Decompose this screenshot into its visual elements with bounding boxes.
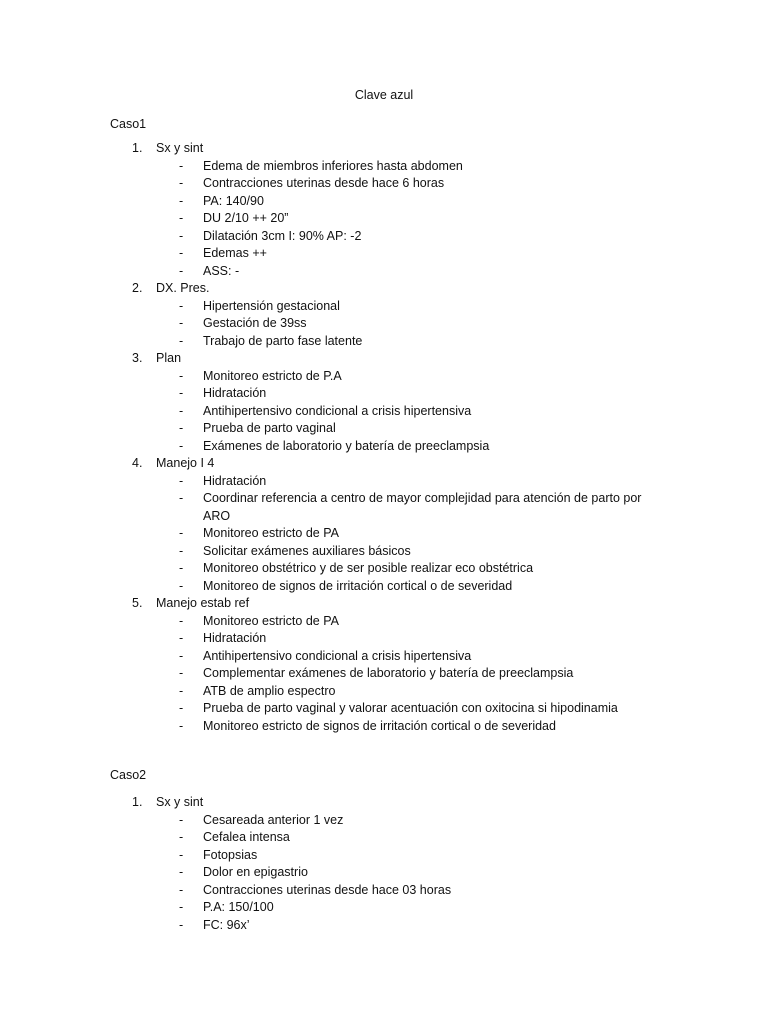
list-item [0,175,768,193]
list-item-text: Antihipertensivo condicional a crisis hipertensiva [203,403,472,418]
list-item-text: Monitoreo obstétrico y de ser posible realizar eco obstétrica [203,561,534,575]
list-item-text: DU 2/10 ++ 20” [203,211,289,225]
list-item [0,263,768,281]
list-item-text: Dolor en epigastrio [203,865,308,879]
list-item-text: ASS: - [203,263,240,278]
list-item-text: Contracciones uterinas desde hace 03 horas [203,882,452,897]
list-item-text: Trabajo de parto fase latente [203,333,363,348]
dash-bullet: - [179,421,184,435]
list-item [0,385,768,403]
list-item-text: Cefalea intensa [203,830,290,844]
bullet-list [0,158,768,281]
list-item [0,613,768,631]
list-item [0,700,768,718]
section-heading-text: Sx y sint [156,141,204,155]
section-number: 1. [132,141,143,155]
list-item [0,438,768,456]
dash-bullet: - [179,211,184,225]
dash-bullet: - [179,368,184,383]
dash-bullet: - [179,526,184,540]
list-item-text: Solicitar exámenes auxiliares básicos [203,543,411,558]
dash-bullet: - [179,666,184,680]
dash-bullet: - [179,882,184,897]
section-heading [0,140,768,158]
dash-bullet: - [179,491,184,505]
section-heading [0,280,768,298]
list-item-text: Monitoreo estricto de PA [203,613,339,628]
list-item-text: Monitoreo estricto de signos de irritación cortical o de severidad [203,718,556,733]
bullet-list [0,812,768,935]
list-item-text: Hidratación [203,473,267,488]
list-item-text: Dilatación 3cm I: 90% AP: -2 [203,228,362,243]
list-item [0,864,768,882]
list-item [0,245,768,263]
list-item-text: Coordinar referencia a centro de mayor complejidad para atención de parto por ARO [203,491,642,523]
list-item [0,228,768,246]
list-item-text: Cesareada anterior 1 vez [203,812,344,827]
section-heading [0,350,768,368]
section-heading-text: Manejo estab ref [156,596,250,610]
list-item-text: Hipertensión gestacional [203,298,340,313]
section-heading [0,455,768,473]
dash-bullet: - [179,701,184,715]
list-item-text: Gestación de 39ss [203,316,307,330]
list-item [0,368,768,386]
dash-bullet: - [179,263,184,278]
section-heading-text: Plan [156,351,182,365]
section-number: 5. [132,596,143,610]
bullet-list [0,298,768,351]
list-item-text: ATB de amplio espectro [203,683,336,698]
list-item [0,210,768,228]
list-item-text: Hidratación [203,386,267,400]
list-item [0,578,768,596]
dash-bullet: - [179,158,184,173]
list-item [0,490,768,525]
section-heading-text: DX. Pres. [156,281,210,295]
list-item-text: Exámenes de laboratorio y batería de preeclampsia [203,438,490,453]
dash-bullet: - [179,648,184,663]
dash-bullet: - [179,865,184,879]
section-number: 1. [132,795,143,809]
list-item-text: Hidratación [203,631,267,645]
list-item [0,420,768,438]
list-item [0,812,768,830]
document-title: Clave azul [354,88,414,102]
list-item [0,847,768,865]
dash-bullet: - [179,718,184,733]
list-item-text: FC: 96x’ [203,917,250,932]
list-item [0,665,768,683]
list-item [0,630,768,648]
list-item [0,899,768,917]
list-item-text: P.A: 150/100 [203,900,274,914]
list-item-text: Complementar exámenes de laboratorio y batería de preeclampsia [203,666,574,680]
case-2-sections [0,794,768,934]
dash-bullet: - [179,543,184,558]
dash-bullet: - [179,176,184,190]
dash-bullet: - [179,900,184,914]
list-item [0,917,768,935]
list-item [0,829,768,847]
dash-bullet: - [179,812,184,827]
dash-bullet: - [179,193,184,208]
list-item [0,525,768,543]
dash-bullet: - [179,631,184,645]
list-item [0,333,768,351]
list-item [0,683,768,701]
list-item-text: Fotopsias [203,847,258,862]
dash-bullet: - [179,316,184,330]
list-item [0,298,768,316]
case-2-title: Caso2 [110,768,147,782]
dash-bullet: - [179,847,184,862]
section-heading [0,595,768,613]
case-1-sections [0,140,768,735]
dash-bullet: - [179,246,184,260]
dash-bullet: - [179,333,184,348]
section-number: 2. [132,281,143,295]
section-heading [0,794,768,812]
list-item-text: Prueba de parto vaginal [203,421,336,435]
list-item-text: Monitoreo estricto de PA [203,526,339,540]
bullet-list [0,613,768,736]
list-item [0,403,768,421]
section-number: 3. [132,351,143,365]
list-item [0,158,768,176]
dash-bullet: - [179,578,184,593]
case-1-title: Caso1 [110,117,147,131]
list-item [0,543,768,561]
dash-bullet: - [179,438,184,453]
list-item [0,648,768,666]
list-item-text: Prueba de parto vaginal y valorar acentuación con oxitocina si hipodinamia [203,701,618,715]
dash-bullet: - [179,403,184,418]
list-item [0,315,768,333]
list-item [0,193,768,211]
dash-bullet: - [179,228,184,243]
list-item-text: Edemas ++ [203,246,267,260]
list-item [0,560,768,578]
dash-bullet: - [179,386,184,400]
dash-bullet: - [179,613,184,628]
dash-bullet: - [179,917,184,932]
section-number: 4. [132,456,143,470]
dash-bullet: - [179,830,184,844]
list-item [0,473,768,491]
section-heading-text: Manejo I 4 [156,456,215,470]
bullet-list [0,473,768,596]
list-item-text: PA: 140/90 [203,193,264,208]
list-item-text: Edema de miembros inferiores hasta abdomen [203,158,463,173]
list-item [0,718,768,736]
list-item-text: Antihipertensivo condicional a crisis hipertensiva [203,648,472,663]
list-item-text: Contracciones uterinas desde hace 6 horas [203,176,445,190]
dash-bullet: - [179,561,184,575]
list-item-text: Monitoreo estricto de P.A [203,368,342,383]
dash-bullet: - [179,298,184,313]
list-item [0,882,768,900]
dash-bullet: - [179,683,184,698]
bullet-list [0,368,768,456]
list-item-text: Monitoreo de signos de irritación cortical o de severidad [203,578,513,593]
section-heading-text: Sx y sint [156,795,204,809]
dash-bullet: - [179,473,184,488]
